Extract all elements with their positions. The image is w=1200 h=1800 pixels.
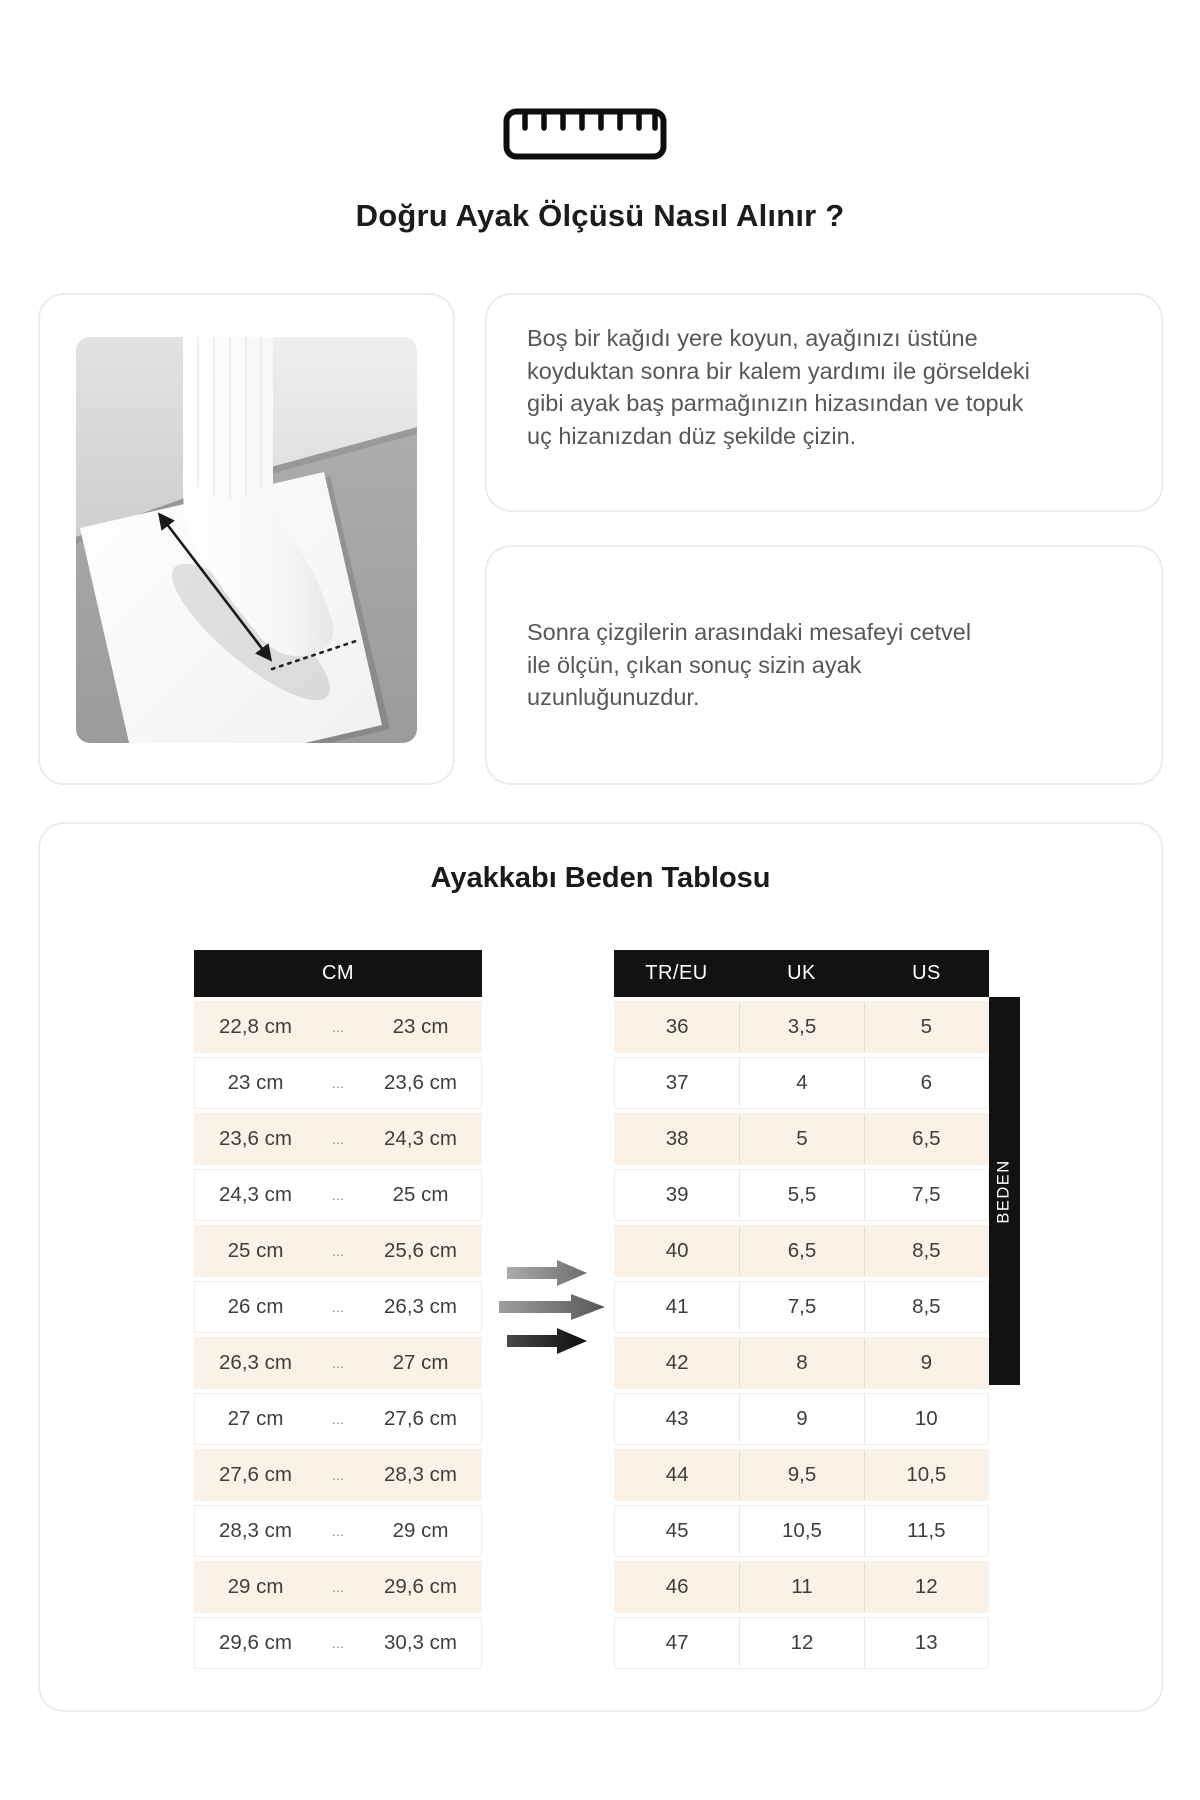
cm-range-dots: ... [331,1074,345,1092]
size-tr-eu-value: 40 [665,1239,689,1262]
cm-from-value: 25 cm [227,1239,284,1262]
size-table-row [614,1617,989,1669]
size-uk-value: 9 [739,1394,863,1444]
cm-from-value: 26 cm [227,1295,284,1318]
size-us-value: 13 [864,1618,988,1668]
cm-range-dots: ... [331,1130,345,1148]
cm-table [194,950,482,1669]
cm-from-value: 27,6 cm [219,1463,292,1486]
cm-to-value: 29 cm [392,1519,449,1542]
cm-to-value: 29,6 cm [384,1575,457,1598]
cm-table-row [194,1505,482,1557]
international-size-table [614,950,989,1669]
conversion-arrows-icon [499,1252,607,1358]
beden-side-bar [989,997,1020,1385]
size-table-row [614,1169,989,1221]
cm-table-row [194,1169,482,1221]
size-table-row [614,1505,989,1557]
cm-from-value: 28,3 cm [219,1519,292,1542]
size-uk-value: 7,5 [739,1282,863,1332]
size-tr-eu-value: 38 [665,1127,689,1150]
cm-table-row [194,1001,482,1053]
size-uk-value: 5 [739,1114,863,1164]
size-table-row [614,1281,989,1333]
instruction-card-2 [485,545,1163,785]
cm-from-value: 23 cm [227,1071,284,1094]
cm-to-value: 26,3 cm [384,1295,457,1318]
instruction-card-1 [485,293,1163,512]
cm-from-value: 27 cm [227,1407,284,1430]
size-uk-value: 11 [739,1562,863,1612]
size-tr-eu-value: 41 [665,1295,689,1318]
cm-range-dots: ... [331,1242,345,1260]
instruction-step-1: Boş bir kağıdı yere koyun, ayağınızı üstüne koyduktan sonra bir kalem yardımı ile görseldeki gibi ayak baş parmağınızın hizasından ve topuk uç hizanızdan düz şekilde çizin. [527,325,1030,449]
cm-table-row [194,1561,482,1613]
cm-to-value: 25 cm [392,1183,449,1206]
size-uk-value: 12 [739,1618,863,1668]
size-us-value: 12 [864,1562,988,1612]
size-tr-eu-value: 36 [665,1015,689,1038]
size-tr-eu-value: 47 [665,1631,689,1654]
size-table-row [614,1057,989,1109]
size-table-row [614,1337,989,1389]
page-title: Doğru Ayak Ölçüsü Nasıl Alınır ? [355,198,845,233]
size-uk-value: 8 [739,1338,863,1388]
cm-table-row [194,1393,482,1445]
size-us-value: 5 [864,1002,988,1052]
size-tr-eu-value: 44 [665,1463,689,1486]
size-tr-eu-value: 45 [665,1519,689,1542]
cm-from-value: 22,8 cm [219,1015,292,1038]
cm-range-dots: ... [331,1354,345,1372]
size-us-value: 10,5 [864,1450,988,1500]
cm-header-label: CM [321,962,355,984]
size-table-section [38,822,1163,1712]
size-table-row [614,1449,989,1501]
cm-from-value: 26,3 cm [219,1351,292,1374]
cm-to-value: 23 cm [392,1015,449,1038]
foot-measurement-photo [76,337,417,743]
cm-range-dots: ... [331,1410,345,1428]
size-header-uk: UK [787,962,816,984]
size-us-value: 9 [864,1338,988,1388]
size-table-title: Ayakkabı Beden Tablosu [430,862,771,894]
cm-from-value: 23,6 cm [219,1127,292,1150]
size-us-value: 8,5 [864,1282,988,1332]
cm-table-row [194,1617,482,1669]
cm-range-dots: ... [331,1018,345,1036]
foot-measurement-photo-card [38,293,455,785]
cm-range-dots: ... [331,1634,345,1652]
cm-to-value: 27 cm [392,1351,449,1374]
size-table-row [614,1393,989,1445]
cm-table-row [194,1449,482,1501]
size-table-header [614,950,989,997]
cm-table-row [194,1337,482,1389]
size-table-row [614,1225,989,1277]
size-table-row [614,1113,989,1165]
cm-range-dots: ... [331,1298,345,1316]
size-us-value: 6,5 [864,1114,988,1164]
instruction-step-2: Sonra çizgilerin arasındaki mesafeyi cetvel ile ölçün, çıkan sonuç sizin ayak uzunluğunuzdur. [527,619,972,711]
cm-table-row [194,1057,482,1109]
size-uk-value: 4 [739,1058,863,1108]
size-tr-eu-value: 43 [665,1407,689,1430]
size-tr-eu-value: 37 [665,1071,689,1094]
cm-to-value: 30,3 cm [384,1631,457,1654]
cm-to-value: 23,6 cm [384,1071,457,1094]
cm-to-value: 25,6 cm [384,1239,457,1262]
cm-from-value: 29 cm [227,1575,284,1598]
cm-to-value: 24,3 cm [384,1127,457,1150]
size-table-row [614,1561,989,1613]
cm-to-value: 28,3 cm [384,1463,457,1486]
cm-from-value: 29,6 cm [219,1631,292,1654]
size-table-row [614,1001,989,1053]
size-tr-eu-value: 39 [665,1183,689,1206]
size-tr-eu-value: 42 [665,1351,689,1374]
cm-to-value: 27,6 cm [384,1407,457,1430]
size-us-value: 8,5 [864,1226,988,1276]
size-header-tr-eu: TR/EU [645,962,708,984]
cm-from-value: 24,3 cm [219,1183,292,1206]
size-header-us: US [912,962,941,984]
ruler-icon [503,108,667,160]
size-us-value: 11,5 [864,1506,988,1556]
cm-table-row [194,1113,482,1165]
beden-label: BEDEN [995,1158,1014,1224]
cm-table-rows [194,1001,482,1669]
size-table-rows [614,1001,989,1669]
size-uk-value: 6,5 [739,1226,863,1276]
cm-table-row [194,1281,482,1333]
cm-range-dots: ... [331,1578,345,1596]
size-us-value: 6 [864,1058,988,1108]
cm-range-dots: ... [331,1466,345,1484]
cm-table-row [194,1225,482,1277]
size-tr-eu-value: 46 [665,1575,689,1598]
cm-range-dots: ... [331,1522,345,1540]
size-uk-value: 3,5 [739,1002,863,1052]
size-uk-value: 5,5 [739,1170,863,1220]
cm-range-dots: ... [331,1186,345,1204]
size-uk-value: 9,5 [739,1450,863,1500]
size-uk-value: 10,5 [739,1506,863,1556]
size-us-value: 10 [864,1394,988,1444]
cm-table-header [194,950,482,997]
size-us-value: 7,5 [864,1170,988,1220]
